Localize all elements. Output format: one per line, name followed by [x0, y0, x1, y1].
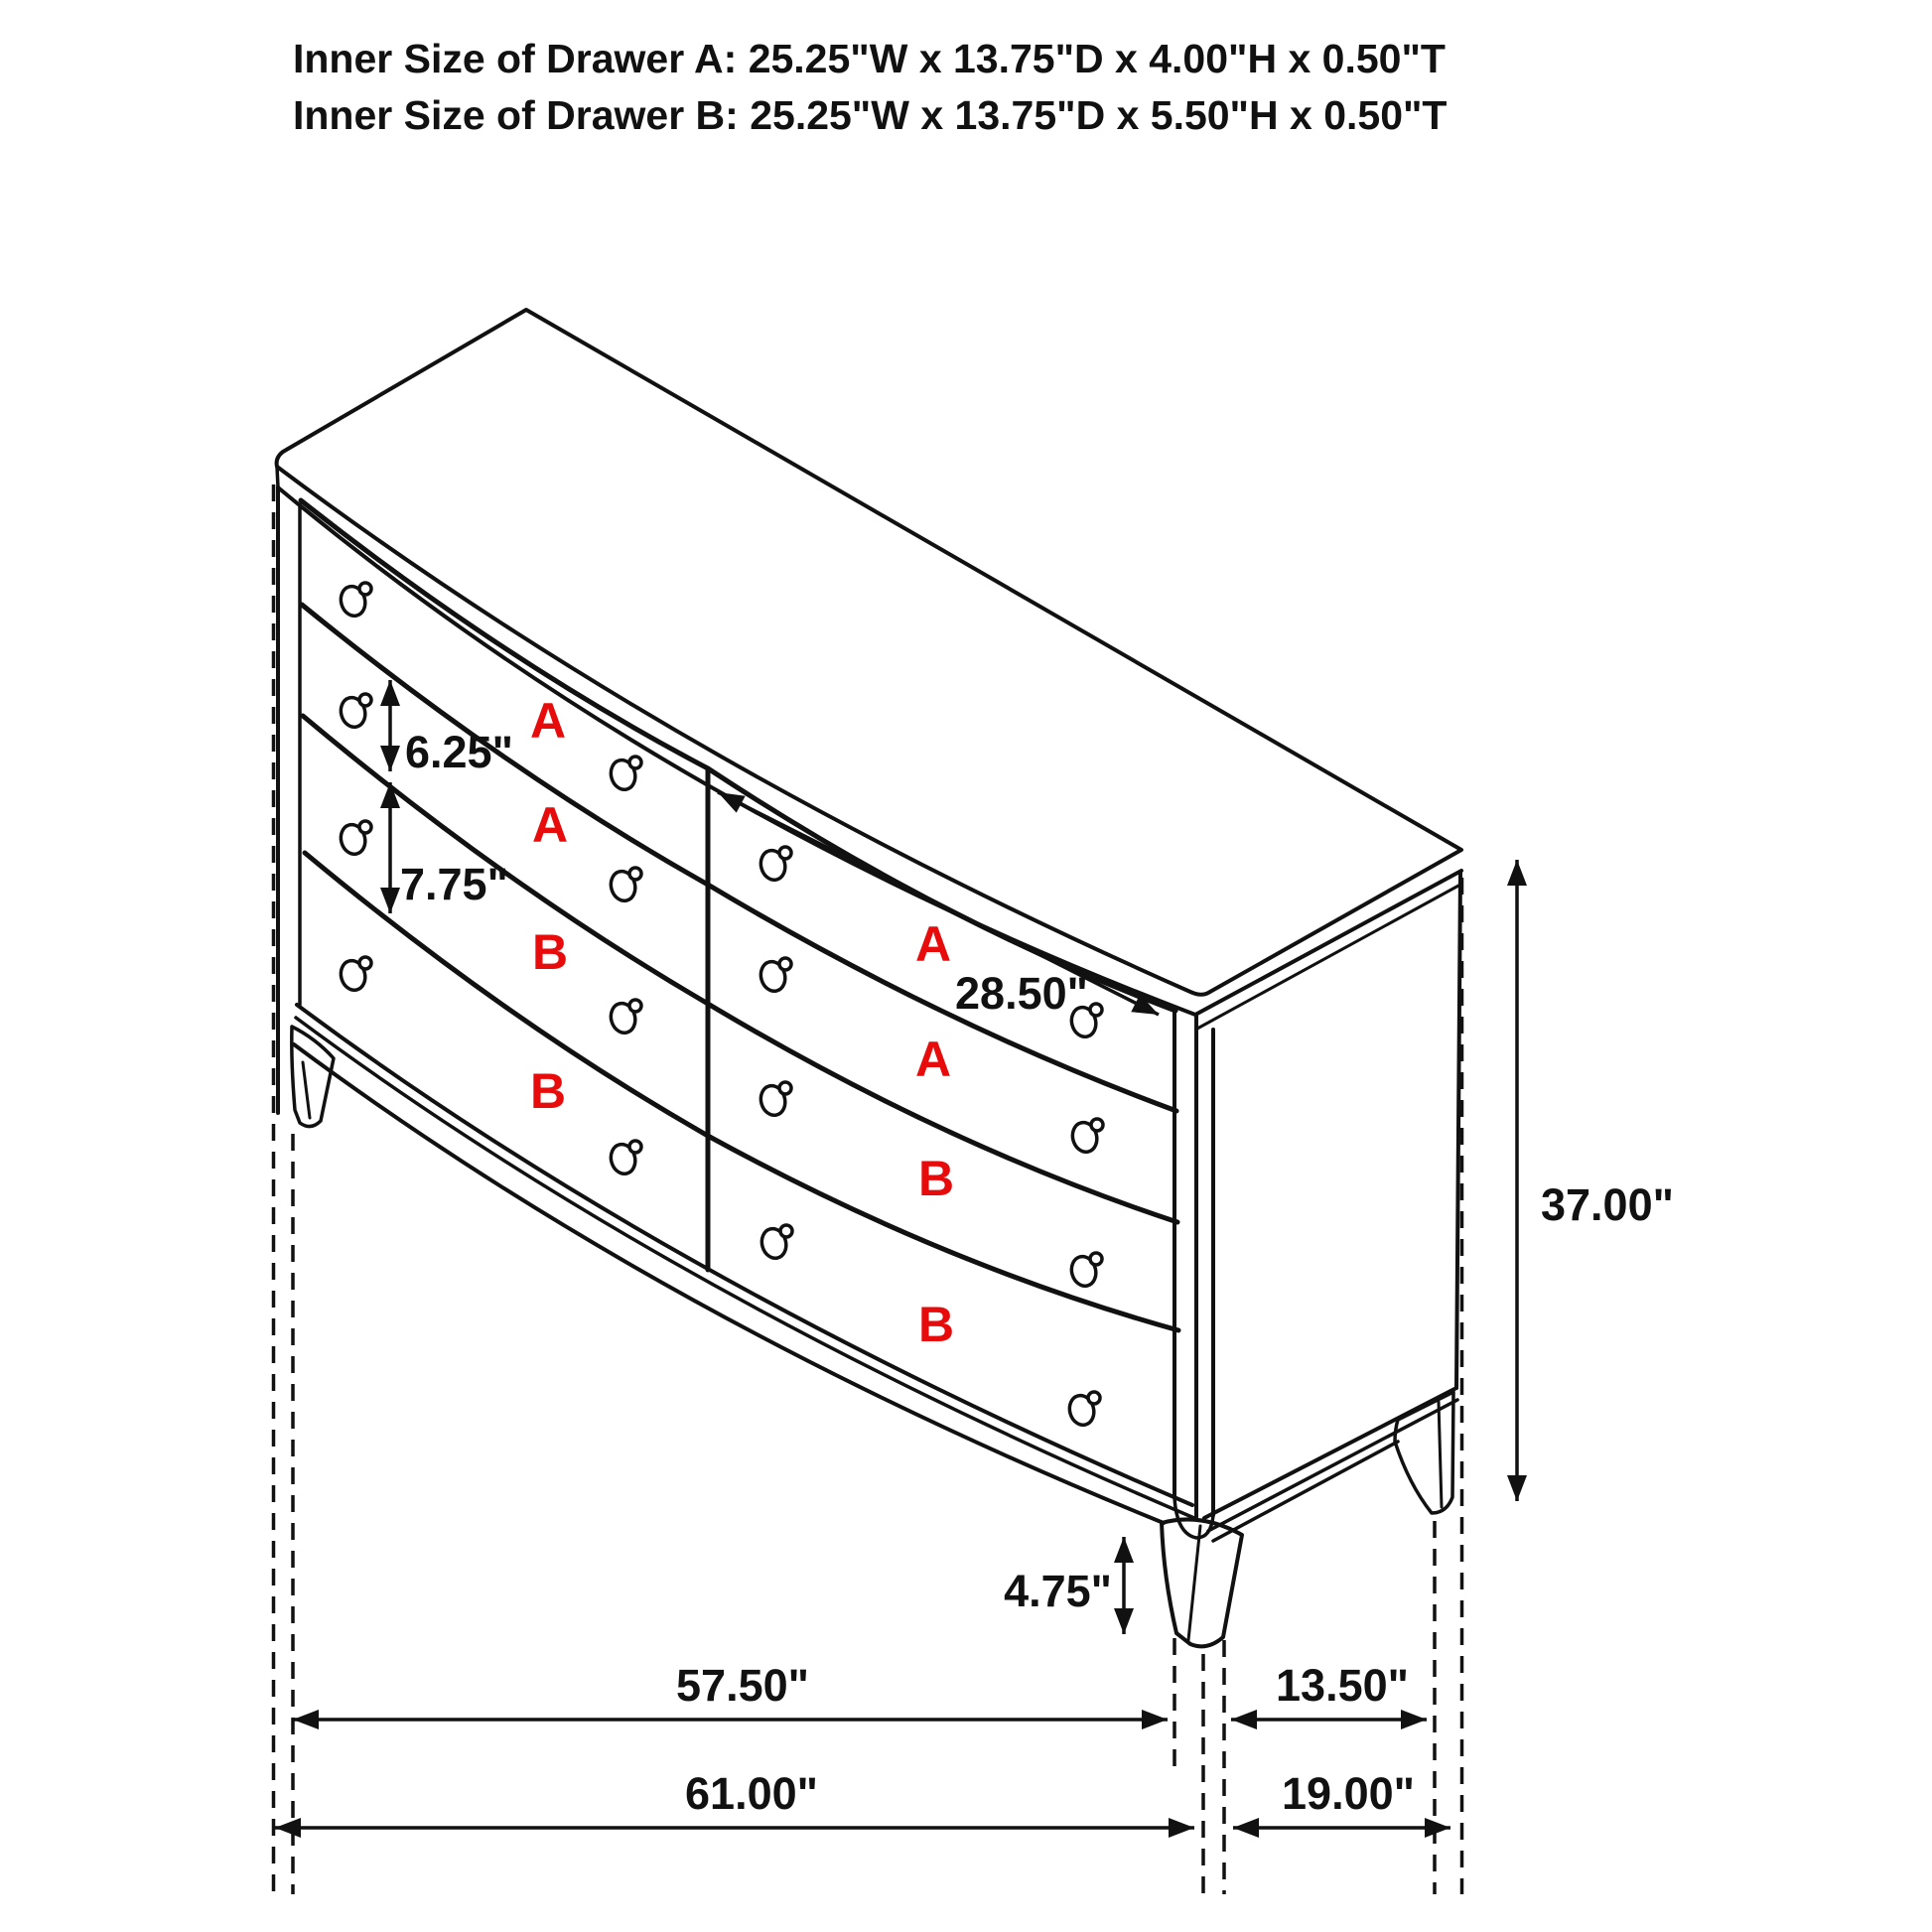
title-block — [293, 36, 1447, 138]
knob-icon — [608, 1141, 641, 1176]
dim-total-height-label: 37.00" — [1541, 1179, 1674, 1230]
front-left-leg-inner — [303, 1062, 310, 1118]
dim-drawer-a-height-label: 6.25" — [405, 727, 513, 777]
dresser-outline — [277, 310, 1461, 1646]
knob-icon — [758, 958, 791, 994]
drawer-label-left-2: A — [531, 797, 569, 853]
drawer-label-left-1: A — [529, 693, 567, 749]
knob-icon — [608, 1000, 641, 1035]
dim-total-depth-label: 19.00" — [1282, 1768, 1415, 1819]
drawer-label-right-1: A — [914, 916, 952, 972]
side-back-edge — [1456, 872, 1460, 1388]
side-apron-edge — [1213, 1442, 1398, 1541]
dim-total-height — [1507, 860, 1674, 1501]
knob-icon — [758, 847, 791, 883]
knob-icon — [338, 821, 371, 857]
title-line-1: Inner Size of Drawer A: 25.25"W x 13.75"D x 4.00"H x 0.50"T — [293, 36, 1446, 81]
drawer-label-right-4: B — [917, 1297, 955, 1352]
side-bottom-trim — [1208, 1400, 1457, 1531]
knob-icon — [1068, 1253, 1102, 1289]
apron-top-arc — [297, 1005, 1192, 1505]
knob-icon — [759, 1225, 792, 1261]
knob-icon — [608, 868, 641, 903]
knob-icon — [1069, 1119, 1103, 1155]
apron-mid-arc — [296, 1018, 1194, 1518]
dim-total-depth — [1233, 1768, 1450, 1838]
drawer-label-right-2: A — [914, 1032, 952, 1087]
dim-front-width-between-legs — [293, 1660, 1168, 1729]
knob-icon — [338, 957, 371, 993]
dimension-annotations — [275, 680, 1674, 1838]
rear-right-leg-inner — [1439, 1402, 1442, 1507]
dim-total-width-label: 61.00" — [685, 1768, 818, 1819]
knob-icon — [1066, 1392, 1100, 1428]
dim-drawer-a-height — [380, 680, 513, 777]
top-slab-left-edge — [277, 467, 278, 487]
dim-side-depth-between-legs — [1231, 1660, 1427, 1729]
front-right-leg-inner — [1188, 1526, 1200, 1640]
dim-front-width-between-legs-label: 57.50" — [676, 1660, 809, 1711]
dim-drawer-b-height — [380, 782, 508, 913]
drawer-label-right-3: B — [917, 1151, 955, 1206]
dim-leg-height — [1004, 1537, 1134, 1634]
knob-icon — [758, 1082, 791, 1118]
drawer-label-left-4: B — [529, 1063, 567, 1119]
top-slab-side-bottom — [1195, 871, 1461, 1015]
dim-bank-width-label: 28.50" — [955, 968, 1088, 1019]
rear-right-leg — [1395, 1392, 1453, 1513]
knob-icon — [608, 757, 641, 792]
knob-icon — [338, 694, 371, 730]
drawer-label-left-3: B — [531, 924, 569, 980]
title-line-2: Inner Size of Drawer B: 25.25"W x 13.75"D x 5.50"H x 0.50"T — [293, 92, 1448, 138]
dim-total-width — [275, 1768, 1194, 1838]
dim-drawer-b-height-label: 7.75" — [400, 859, 508, 909]
dim-leg-height-label: 4.75" — [1004, 1566, 1112, 1616]
knob-icon — [338, 583, 371, 619]
top-side-trim — [1197, 885, 1460, 1029]
dim-side-depth-between-legs-label: 13.50" — [1276, 1660, 1409, 1711]
